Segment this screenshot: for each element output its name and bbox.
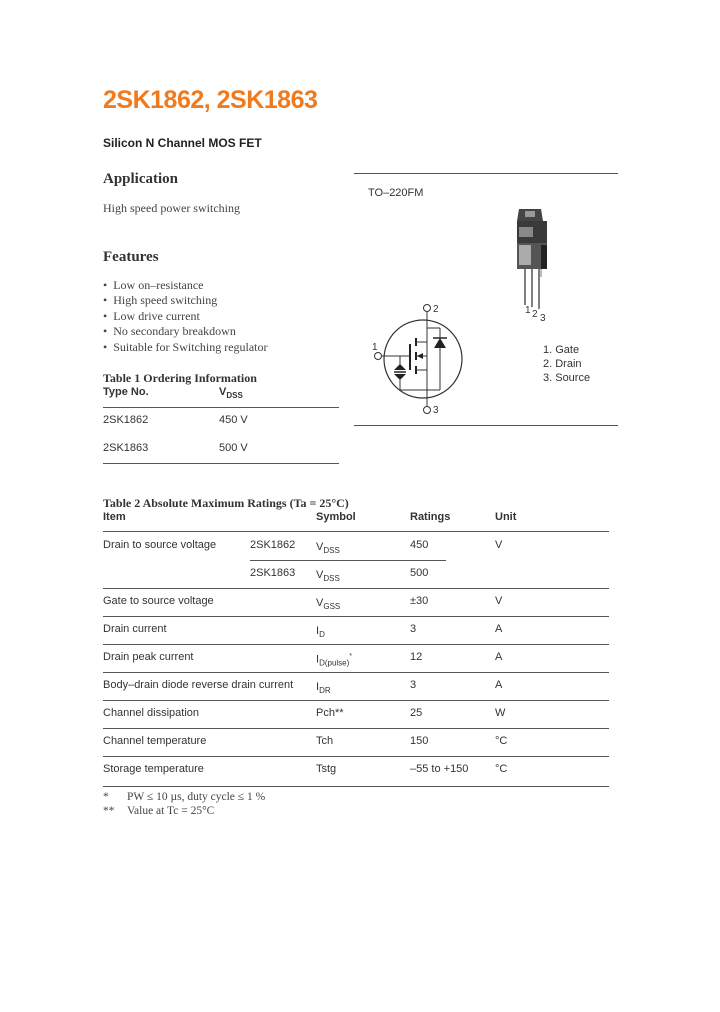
table2-cell-item: Storage temperature (103, 763, 204, 775)
table2-cell-unit: A (495, 651, 503, 663)
table2-cell-symbol: Pch** (316, 707, 344, 719)
table2-cell-item: Drain peak current (103, 651, 194, 663)
table2-header-item: Item (103, 511, 126, 523)
drain-pin-label: 2 (433, 304, 439, 315)
table2-cell-symbol: $V_{DSS}$ (316, 541, 340, 555)
table1-cell-type: 2SK1863 (103, 442, 149, 454)
mosfet-symbol (370, 300, 470, 420)
table2-row-rule (103, 756, 609, 757)
table2-row-rule (103, 588, 609, 589)
table2-header-rule (103, 531, 609, 532)
features-heading: Features (103, 249, 159, 265)
pin-number-2: 2 (532, 309, 538, 320)
table2-cell-unit: °C (495, 735, 508, 747)
table2-cell-unit: A (495, 679, 503, 691)
table2-subrow-rule (250, 560, 446, 561)
table1-caption: Table 1 Ordering Information (103, 371, 257, 385)
table2-header-ratings: Ratings (410, 511, 451, 523)
table2-cell-rating: 150 (410, 735, 429, 747)
table2-row-rule (103, 672, 609, 673)
application-heading: Application (103, 171, 179, 187)
table2-cell-item: Drain current (103, 623, 167, 635)
table2-bottom-rule (103, 786, 609, 787)
table2-cell-rating: 12 (410, 651, 423, 663)
source-pin-label: 3 (433, 405, 439, 416)
package-top-rule (354, 173, 618, 174)
table1-cell-type: 2SK1862 (103, 414, 149, 426)
table2-cell-unit: A (495, 623, 503, 635)
table2-cell-item: Channel dissipation (103, 707, 200, 719)
table1-divider (103, 407, 339, 408)
table2-header-symbol: Symbol (316, 511, 356, 523)
table2-row-rule (103, 616, 609, 617)
list-item: • No secondary breakdown (103, 324, 268, 339)
table2-cell-item: Drain to source voltage (103, 539, 217, 551)
table2-cell-rating: 25 (410, 707, 423, 719)
table2-caption: Table 2 Absolute Maximum Ratings (Ta = 25°C) (103, 496, 349, 510)
package-name: TO–220FM (368, 187, 424, 199)
pin-number-1: 1 (525, 305, 531, 316)
pin-number-3: 3 (540, 313, 546, 324)
pin-legend-drain: 2. Drain (543, 358, 582, 370)
table2-cell-item: Body–drain diode reverse drain current (103, 679, 294, 691)
table2-row-rule (103, 700, 609, 701)
footnote-1: * PW ≤ 10 µs, duty cycle ≤ 1 % (103, 791, 266, 803)
table2-cell-rating: 3 (410, 679, 417, 691)
table2-cell-symbol: Tstg (316, 763, 337, 775)
table2-cell-variant: 2SK1863 (250, 567, 296, 579)
list-item: • Suitable for Switching regulator (103, 340, 268, 355)
table2-row-rule (103, 644, 609, 645)
table2-cell-symbol: Tch (316, 735, 334, 747)
list-item: • Low drive current (103, 309, 268, 324)
table2-cell-item: Gate to source voltage (103, 595, 214, 607)
application-text: High speed power switching (103, 201, 240, 215)
pin-legend-source: 3. Source (543, 372, 591, 384)
table2-row-rule (103, 728, 609, 729)
table2-cell-rating: ±30 (410, 595, 429, 607)
table2-cell-rating: 3 (410, 623, 417, 635)
table2-cell-unit: V (495, 595, 503, 607)
features-list (103, 278, 268, 355)
table2-cell-rating: –55 to +150 (410, 763, 469, 775)
pin-legend (543, 343, 590, 385)
table1-header-vdss: $V_{DSS}$ (219, 386, 243, 400)
table2-cell-unit: W (495, 707, 506, 719)
list-item: • High speed switching (103, 293, 268, 308)
table2-cell-item: Channel temperature (103, 735, 207, 747)
table2-cell-variant: 2SK1862 (250, 539, 296, 551)
table2-cell-rating: 500 (410, 567, 429, 579)
page-subtitle: Silicon N Channel MOS FET (103, 136, 262, 150)
table2-cell-symbol: $I_{DR}$ (316, 681, 331, 695)
table2-cell-symbol: $I_{D(pulse)}^*$ (316, 653, 353, 668)
table1-header-type: Type No. (103, 386, 149, 398)
table2-cell-unit: °C (495, 763, 508, 775)
table1-cell-vdss: 500 V (219, 442, 248, 454)
table1-bottom-rule (103, 463, 339, 464)
package-bottom-rule (354, 425, 618, 426)
page-title: 2SK1862, 2SK1863 (103, 86, 318, 114)
table2-cell-rating: 450 (410, 539, 429, 551)
list-item: • Low on–resistance (103, 278, 268, 293)
table2-cell-symbol: $I_D$ (316, 625, 325, 639)
table2-cell-symbol: $V_{DSS}$ (316, 569, 340, 583)
table2-cell-unit: V (495, 539, 503, 551)
table2-cell-symbol: $V_{GSS}$ (316, 597, 341, 611)
package-drawing (505, 205, 565, 325)
pin-legend-gate: 1. Gate (543, 344, 580, 356)
gate-pin-label: 1 (372, 342, 378, 353)
table1-cell-vdss: 450 V (219, 414, 248, 426)
table2-header-unit: Unit (495, 511, 517, 523)
footnote-2: ** Value at Tc = 25°C (103, 805, 215, 817)
